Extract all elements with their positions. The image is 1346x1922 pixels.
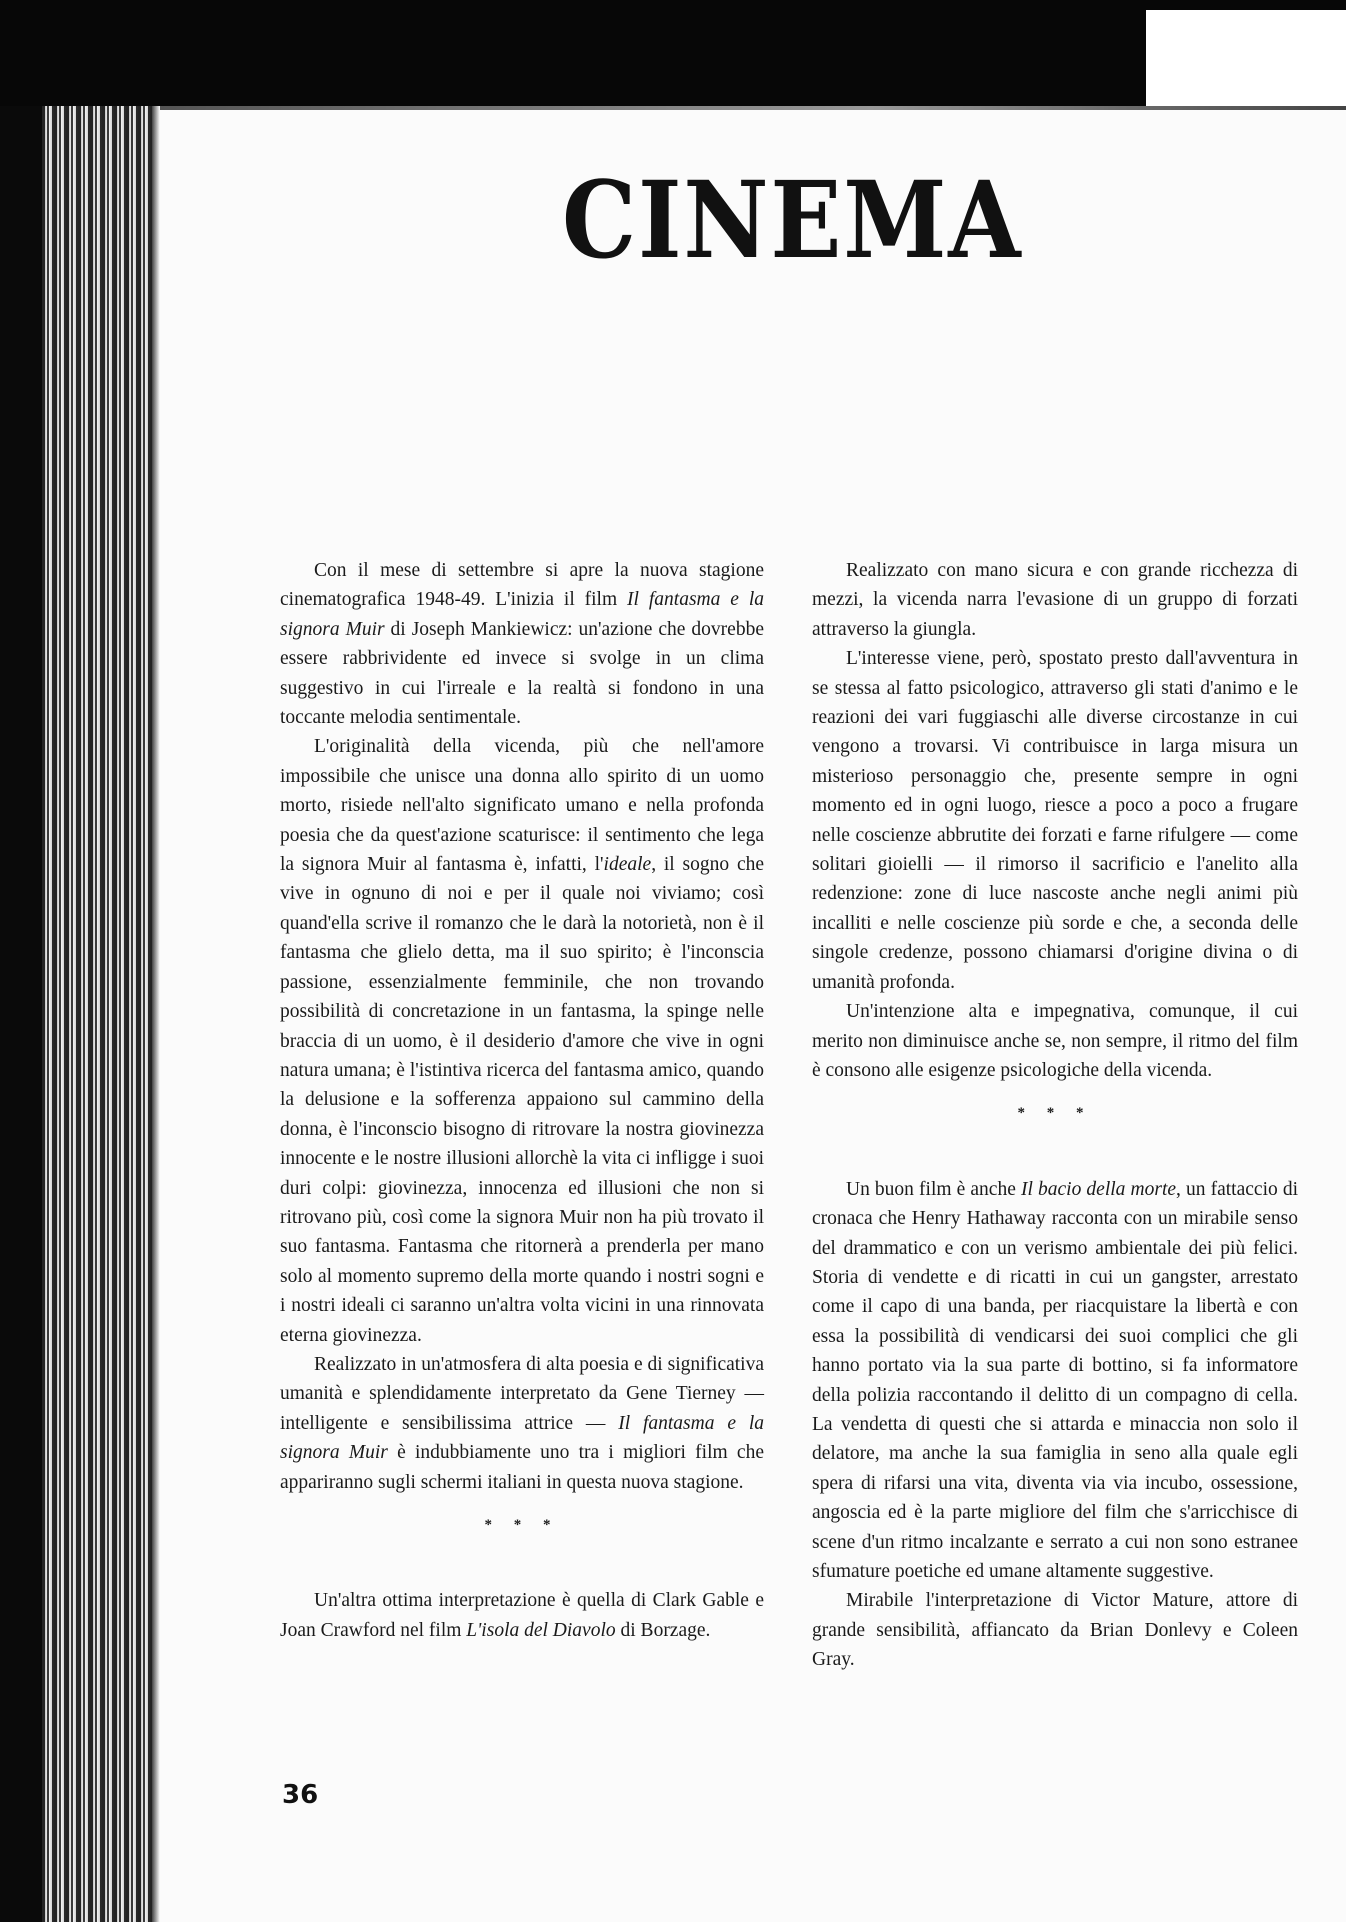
left-column <box>280 556 764 1645</box>
film-title: Il fantasma e la signora Muir <box>280 1412 764 1464</box>
film-title: Il bacio della morte <box>1020 1178 1177 1200</box>
paragraph: Realizzato in un'atmosfera di alta poesia e di significativa umanità e splendidamente interpretato da Gene Tierney — intelligente e sensibilissima attrice — Il fantasma e la signora Muir è indubbiamente uno tra i migliori film che appariranno sugli schermi italiani in questa nuova stagione. <box>280 1353 764 1493</box>
paragraph: Un'altra ottima interpretazione è quella di Clark Gable e Joan Crawford nel film L'isola del Diavolo di Borzage. <box>280 1590 764 1641</box>
section-heading: CINEMA <box>562 157 1023 282</box>
film-title: Il fantasma e la signora Muir <box>280 589 764 640</box>
paragraph: L'originalità della vicenda, più che nell'amore impossibile che unisce una donna allo spirito di un uomo morto, risiede nell'alto significato umano e nella profonda poesia che da quest'azione scaturisce: il sentimento che lega la signora Muir al fantasma è, infatti, l'ideale, il sogno che vive in ognuno di noi e per il quale noi viviamo; così quand'ella scrive il romanzo che le darà la notorietà, non è il fantasma che glielo detta, ma il suo spirito; è l'inconscia passione, essenzialmente femminile, che non trovando possibilità di concretazione in un fantasma, la spinge nelle braccia di un uomo, è il desiderio d'amore che vive in ogni natura umana; è l'istintiva ricerca del fantasma amico, quando la delusione e la sofferenza appaiono sul cammino della donna, è l'inconscio bisogno di ritrovare la nostra giovinezza innocente e le nostre illusioni allorchè la vita ci infligge i suoi duri colpi: giovinezza, innocenza ed illusioni che non si ritrovano più, così come la signora Muir non ha più trovato il suo fantasma. Fantasma che ritornerà a prenderla per mano solo al momento supremo della morte quando i nostri sogni e i nostri ideali ci saranno un'altra volta vicini in una rinnovata eterna giovinezza. <box>280 736 765 1346</box>
section-separator: * * * <box>484 1517 560 1533</box>
paragraph: Un buon film è anche Il bacio della morte, un fattaccio di cronaca che Henry Hathaway racconta con un mirabile senso del drammatico e con un verismo ambientale dei più felici. Storia di vendette e di ricatti in cui un gangster, arrestato come il capo di una banda, per riacquistare la libertà e con essa la possibilità di vendicarsi dei suoi complici che gli hanno portato via la sua parte di bottino, si fa informatore della polizia raccontando il delitto di un compagno di cella. La vendetta di questi che si attarda e minaccia non solo il delatore, ma anche la sua famiglia in seno alla quale egli spera di rifarsi una vita, diventa via via incubo, ossessione, angoscia ed è la parte migliore del film che s'arricchisce di scene d'un ritmo incalzante e serrato a cui non sono estranee sfumature poetiche ed umane altamente suggestive. <box>812 1178 1299 1582</box>
paragraph: Realizzato con mano sicura e con grande ricchezza di mezzi, la vicenda narra l'evasione di un gruppo di forzati attraverso la giungla. <box>812 560 1298 640</box>
book-page-edges <box>42 106 160 1922</box>
scan-top-border-right <box>1146 0 1346 10</box>
paragraph: Con il mese di settembre si apre la nuova stagione cinematografica 1948-49. L'inizia il film Il fantasma e la signora Muir di Joseph Mankiewicz: un'azione che dovrebbe essere rabbrividente ed invece si svolge in un clima suggestivo in cui l'irreale e la realtà si fondono in una toccante melodia sentimentale. <box>280 560 764 729</box>
emphasis: ideale <box>603 854 652 876</box>
scan-top-border <box>0 0 1146 106</box>
paragraph: Mirabile l'interpretazione di Victor Mature, attore di grande sensibilità, affiancato da Brian Donlevy e Coleen Gray. <box>812 1590 1298 1671</box>
page-number: 36 <box>282 1780 319 1810</box>
scan-left-border <box>0 106 42 1922</box>
right-column <box>812 556 1298 1675</box>
film-title: L'isola del Diavolo <box>466 1619 616 1641</box>
paragraph: L'interesse viene, però, spostato presto dall'avventura in se stessa al fatto psicologico, attraverso gli stati d'animo e le reazioni dei vari fuggiaschi alle diverse circostanze in cui vengono a trovarsi. Vi contribuisce in larga misura un misterioso personaggio che, presente sempre in ogni momento ed in ogni luogo, riesce a poco a poco a frugare nelle coscienze abbrutite dei forzati e farne rifulgere — come solitari gioielli — il rimorso il sacrificio e l'anelito alla redenzione: zone di luce nascoste anche negli animi più incalliti e nelle coscienze più sorde e che, a seconda delle singole credenze, possono chiamarsi d'origine divina o di umanità profonda. <box>812 648 1298 993</box>
paragraph: Un'intenzione alta e impegnativa, comunque, il cui merito non diminuisce anche se, non sempre, il ritmo del film è consono alle esigenze psicologiche della vicenda. <box>812 1001 1298 1081</box>
section-separator: * * * <box>1017 1105 1093 1122</box>
